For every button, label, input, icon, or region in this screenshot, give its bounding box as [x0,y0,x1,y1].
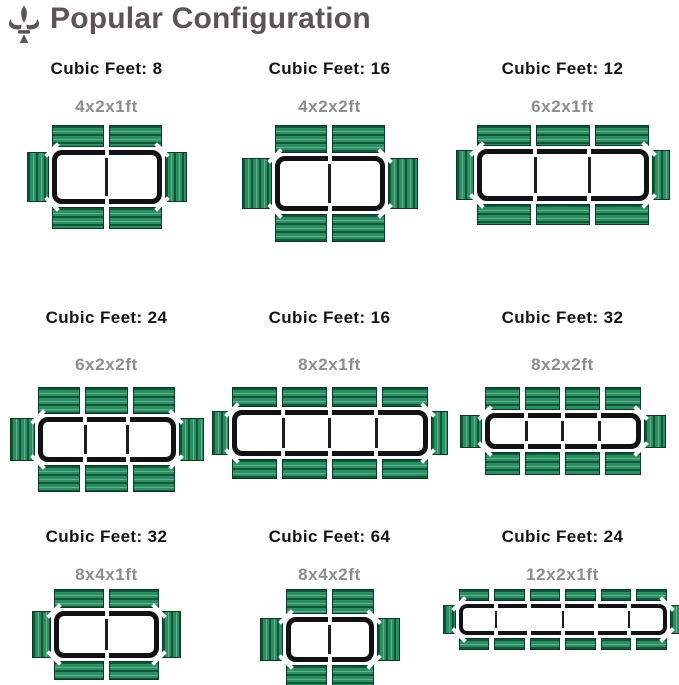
top-panel-strip [232,387,428,407]
top-panel-strip [477,125,649,146]
size-label: 6x2x1ft [531,97,594,116]
bed-frame [275,156,385,211]
right-panel [388,158,418,209]
fleur-de-lis-icon [8,5,40,50]
size-label: 6x2x2ft [75,355,138,374]
page-header [8,0,371,50]
rail-gap [627,603,631,609]
top-panel-strip [459,589,667,601]
frame-divider [525,421,528,441]
size-label: 12x2x1ft [526,565,599,584]
config-figure [446,45,679,295]
rail-gap [126,456,130,463]
bottom-panel [275,214,328,242]
rail-gap [587,148,591,155]
rail-gap [374,409,378,416]
bottom-panel [282,459,327,479]
middle-row [32,611,181,658]
top-panel [275,125,328,153]
bed-diagram [10,387,204,492]
rail-gap [105,149,109,156]
frame-divider [126,425,129,454]
corner-miter [659,596,675,612]
corner-miter [377,148,393,164]
rail-gap [494,630,498,636]
top-panel-strip [485,387,641,410]
bed-diagram [32,589,181,680]
corner-miter [366,609,382,625]
bottom-panel-strip [38,465,176,492]
cubic-feet-label: Cubic Feet: 24 [45,308,168,327]
bed-frame [54,611,159,658]
config-figure [0,515,213,685]
rail-gap [328,155,332,162]
bottom-panel [133,465,176,492]
size-label: 8x4x1ft [75,565,138,584]
corner-miter [154,142,170,158]
page-title: Popular Configuration [50,2,371,35]
config-figure [446,515,679,685]
bed-frame [52,150,162,204]
bottom-panel-strip [459,638,667,650]
middle-row [242,156,418,211]
frame-divider [282,418,285,448]
frame-divider [628,611,630,628]
bed-diagram [27,125,187,229]
cubic-feet-label: Cubic Feet: 24 [501,527,624,546]
bottom-panel-strip [232,459,428,479]
frame-divider [375,418,378,448]
bottom-panel [332,459,377,479]
bottom-panel [525,452,560,475]
config-figure [446,295,679,515]
bed-diagram [212,387,448,479]
middle-row [212,410,448,456]
top-panel-strip [52,125,162,147]
middle-row [27,150,187,204]
rail-gap [561,443,565,450]
bed-frame [38,417,176,462]
frame-divider [588,157,591,193]
frame-divider [598,421,601,441]
corner-miter [641,193,657,209]
bottom-panel [494,638,525,650]
middle-row [443,604,679,635]
rail-gap [494,603,498,609]
top-panel-strip [286,589,374,614]
config-figure [0,295,213,515]
bottom-panel [601,638,632,650]
bed-frame [286,617,374,662]
corner-miter [154,196,170,212]
cubic-feet-label: Cubic Feet: 16 [268,308,391,327]
corner-miter [633,405,649,421]
bottom-panel [565,452,600,475]
top-panel-strip [54,589,159,608]
middle-row [456,149,670,201]
bottom-panel [109,207,162,229]
size-label: 8x2x1ft [298,355,361,374]
corner-miter [168,454,184,470]
corner-miter [151,650,167,666]
frame-divider [105,158,108,196]
rail-gap [105,610,109,617]
cubic-feet-label: Cubic Feet: 32 [501,308,624,327]
cubic-feet-label: Cubic Feet: 8 [50,59,163,78]
cubic-feet-label: Cubic Feet: 32 [45,527,168,546]
cubic-feet-label: Cubic Feet: 64 [268,527,391,546]
rail-gap [594,630,598,636]
bottom-panel-strip [485,452,641,475]
rail-gap [328,450,332,457]
corner-miter [377,203,393,219]
top-panel [565,589,596,601]
bottom-panel [477,204,531,225]
rail-gap [561,630,565,636]
rail-gap [597,412,601,419]
bottom-panel-strip [286,665,374,685]
top-panel-strip [38,387,176,414]
corner-miter [420,402,436,418]
bed-diagram [443,589,679,650]
bed-diagram [456,125,670,225]
rail-gap [281,409,285,416]
rail-gap [533,148,537,155]
bottom-panel [85,465,128,492]
bottom-panel [54,661,104,680]
size-label: 4x2x2ft [298,97,361,116]
top-panel [601,589,632,601]
bottom-panel-strip [52,207,162,229]
left-panel [27,152,49,202]
rail-gap [524,412,528,419]
rail-gap [328,409,332,416]
top-panel [565,387,600,410]
bottom-panel [52,207,105,229]
top-panel [332,387,377,407]
rail-gap [533,195,537,202]
top-panel [85,387,128,414]
corner-miter [633,441,649,457]
frame-divider [328,418,331,448]
size-label: 8x2x2ft [531,355,594,374]
frame-divider [328,164,331,203]
rail-gap [105,198,109,205]
top-panel [595,125,649,146]
size-label: 4x2x1ft [75,97,138,116]
bottom-panel [595,204,649,225]
config-grid [0,45,679,685]
rail-gap [281,450,285,457]
bottom-panel-strip [477,204,649,225]
rail-gap [587,195,591,202]
frame-divider [105,619,108,650]
frame-divider [562,611,564,628]
top-panel-strip [275,125,385,153]
rail-gap [527,603,531,609]
middle-row [10,417,204,462]
bottom-panel [38,465,81,492]
cubic-feet-label: Cubic Feet: 16 [268,59,391,78]
rail-gap [328,656,332,663]
rail-gap [597,443,601,450]
bottom-panel [530,638,561,650]
rail-gap [83,416,87,423]
bed-diagram [242,125,418,242]
bed-frame [477,149,649,201]
corner-miter [366,654,382,670]
frame-divider [328,625,331,654]
bed-diagram [260,589,400,685]
bottom-panel-strip [275,214,385,242]
rail-gap [328,616,332,623]
size-label: 8x4x2ft [298,565,361,584]
left-panel [242,158,272,209]
rail-gap [524,443,528,450]
bed-frame [232,410,428,456]
top-panel [530,589,561,601]
rail-gap [126,416,130,423]
right-panel [165,152,187,202]
frame-divider [534,157,537,193]
middle-row [460,413,666,449]
bed-diagram [460,387,666,475]
corner-miter [641,141,657,157]
config-figure [213,45,446,295]
top-panel [536,125,590,146]
bed-frame [485,413,641,449]
middle-row [260,617,400,662]
top-panel [477,125,531,146]
rail-gap [83,456,87,463]
rail-gap [105,652,109,659]
frame-divider [495,611,497,628]
config-figure [213,295,446,515]
rail-gap [627,630,631,636]
frame-divider [561,421,564,441]
top-panel [282,387,327,407]
corner-miter [420,448,436,464]
rail-gap [527,630,531,636]
rail-gap [374,450,378,457]
rail-gap [561,603,565,609]
corner-miter [659,627,675,643]
bottom-panel [536,204,590,225]
cubic-feet-label: Cubic Feet: 12 [501,59,624,78]
top-panel [332,125,385,153]
frame-divider [84,425,87,454]
bed-frame [459,604,667,635]
top-panel [525,387,560,410]
bottom-panel [332,214,385,242]
config-figure [213,515,446,685]
rail-gap [328,205,332,212]
bottom-panel [565,638,596,650]
bottom-panel-strip [54,661,159,680]
top-panel [494,589,525,601]
corner-miter [168,409,184,425]
config-figure [0,45,213,295]
rail-gap [594,603,598,609]
rail-gap [561,412,565,419]
